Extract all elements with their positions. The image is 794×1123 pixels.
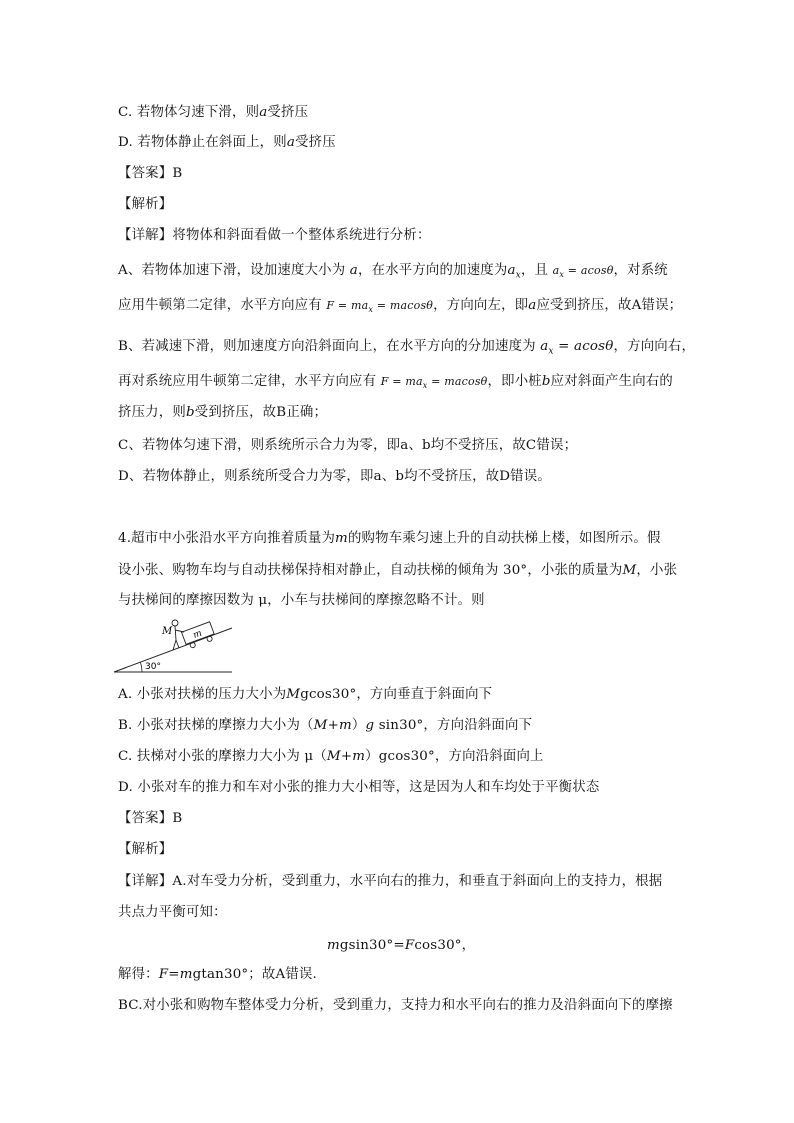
text: gtan30°；故A错误. (192, 967, 317, 982)
angle-arc (141, 663, 143, 673)
text: 应受到挤压，故A错误； (536, 298, 683, 313)
escalator-figure (112, 614, 234, 676)
person-leg (173, 640, 176, 650)
prev-line-a2 (118, 297, 682, 319)
math: F = ma (380, 375, 423, 388)
q4-detail-2: 共点力平衡可知： (118, 905, 227, 920)
q4-detail-1: 【详解】A.对车受力分析，受到重力，水平向右的推力，和垂直于斜面向上的支持力，根据 (118, 874, 663, 889)
math: x (368, 305, 374, 315)
math: x (559, 270, 565, 280)
math: a (552, 264, 560, 277)
prev-answer: 【答案】B (118, 166, 183, 181)
prev-analysis: 【解析】 (118, 197, 173, 212)
text: 受到挤压，故B正确； (194, 405, 328, 420)
q4-stem-line-1 (118, 530, 661, 548)
angle-label: 30° (145, 662, 161, 672)
prev-line-b1 (118, 338, 695, 361)
label-m: m (191, 628, 204, 641)
math: x (548, 346, 554, 357)
math: m (335, 531, 348, 546)
math: m (179, 967, 193, 982)
math: a (349, 263, 358, 278)
text: ，且 (520, 263, 549, 278)
text: 应对斜面产生向右的 (550, 374, 673, 389)
text: A、若物体加速下滑，设加速度大小为 (118, 263, 346, 278)
q4-stem-line-3: 与扶梯间的摩擦因数为 μ，小车与扶梯间的摩擦忽略不计。则 (118, 593, 485, 608)
math: g (365, 718, 375, 733)
prev-line-b3 (118, 404, 327, 422)
text: C. 若物体匀速下滑，则 (118, 105, 260, 120)
text: 受挤压 (295, 135, 336, 150)
text: + (340, 749, 353, 764)
q4-bc-line: BC.对小张和购物车整体受力分析，受到重力，支持力和水平向右的推力及沿斜面向下的摩擦 (118, 998, 673, 1013)
person-body (175, 626, 176, 640)
text: C. 扶梯对小张的摩擦力大小为 μ（ (118, 749, 327, 764)
q4-equation (327, 937, 475, 955)
text: ，即小桩 (487, 374, 542, 389)
label-M: M (162, 626, 173, 637)
text: A. 小张对扶梯的压力大小为 (118, 687, 287, 702)
text: 受挤压 (267, 105, 309, 120)
text: 再对系统应用牛顿第二定律，水平方向应有 (118, 374, 377, 389)
math: M (286, 687, 301, 702)
math: = macosθ (427, 375, 488, 388)
q4-solve (118, 966, 317, 984)
text: + (327, 718, 339, 733)
text: D. 若物体静止在斜面上，则 (118, 135, 287, 150)
q4-answer: 【答案】B (118, 811, 183, 826)
var: a (259, 105, 268, 120)
prev-option-c (118, 104, 308, 122)
prev-line-c: C、若物体匀速下滑，则系统所示合力为零，即a、b均不受挤压，故C错误； (118, 438, 578, 453)
text: 的购物车乘匀速上升的自动扶梯上楼，如图所示。假 (347, 531, 661, 546)
q4-option-a (118, 686, 492, 704)
text: gcos30°，方向垂直于斜面向下 (300, 687, 493, 702)
text: 解得： (118, 967, 159, 982)
math: F (404, 938, 415, 953)
prev-line-b2 (118, 373, 673, 395)
math: a (507, 263, 516, 278)
math: a (540, 339, 549, 354)
math: a (528, 298, 537, 313)
q4-option-b (118, 717, 532, 735)
q4-stem-line-2 (118, 562, 677, 580)
math: m (327, 938, 340, 953)
math: = macosθ (373, 299, 434, 312)
q4-option-c (118, 748, 544, 766)
text: cos30°， (414, 938, 476, 953)
text: ）gcos30°，方向沿斜面向上 (365, 749, 544, 764)
prev-line-d: D、若物体静止，则系统所受合力为零，即a、b均不受挤压，故D错误。 (118, 469, 551, 484)
text: 4.超市中小张沿水平方向推着质量为 (118, 531, 336, 546)
text: B. 小张对扶梯的摩擦力大小为（ (118, 718, 314, 733)
escalator-diagram (112, 614, 234, 676)
math: b (541, 374, 551, 389)
math: = acosθ (564, 264, 614, 277)
text: ，在水平方向的加速度为 (357, 263, 508, 278)
text: ，方向向右， (613, 339, 696, 354)
text: B、若减速下滑，则加速度方向沿斜面向上，在水平方向的分加速度为 (118, 339, 536, 354)
var: a (286, 135, 296, 150)
text: 设小张、购物车均与自动扶梯保持相对静止，自动扶梯的倾角为 30°，小张的质量为 (118, 563, 623, 578)
text: gsin30°= (339, 938, 405, 953)
math: m (352, 749, 366, 764)
math: M (326, 749, 341, 764)
text: ） (351, 718, 366, 733)
math: F = ma (326, 299, 369, 312)
prev-option-d (118, 134, 336, 152)
text: ，方向向左，即 (433, 298, 529, 313)
text: ，小张 (636, 563, 678, 578)
text: 挤压力，则 (118, 405, 186, 420)
math: x (422, 381, 428, 391)
prev-detail-head: 【详解】将物体和斜面看做一个整体系统进行分析： (118, 228, 431, 243)
text: 应用牛顿第二定律，水平方向应有 (118, 298, 322, 313)
person-head (172, 620, 178, 626)
q4-option-d: D. 小张对车的推力和车对小张的推力大小相等，这是因为人和车均处于平衡状态 (118, 780, 600, 795)
q4-analysis: 【解析】 (118, 842, 173, 857)
math: b (185, 405, 195, 420)
math: x (515, 270, 521, 281)
person-leg (176, 640, 179, 648)
math: F (158, 967, 169, 982)
prev-line-a1 (118, 262, 668, 285)
text: = (168, 967, 180, 982)
math: M (313, 718, 328, 733)
text: sin30°，方向沿斜面向下 (374, 718, 533, 733)
math: = acosθ (553, 339, 614, 354)
text: ，对系统 (613, 263, 668, 278)
math: m (338, 718, 352, 733)
math: M (622, 563, 637, 578)
